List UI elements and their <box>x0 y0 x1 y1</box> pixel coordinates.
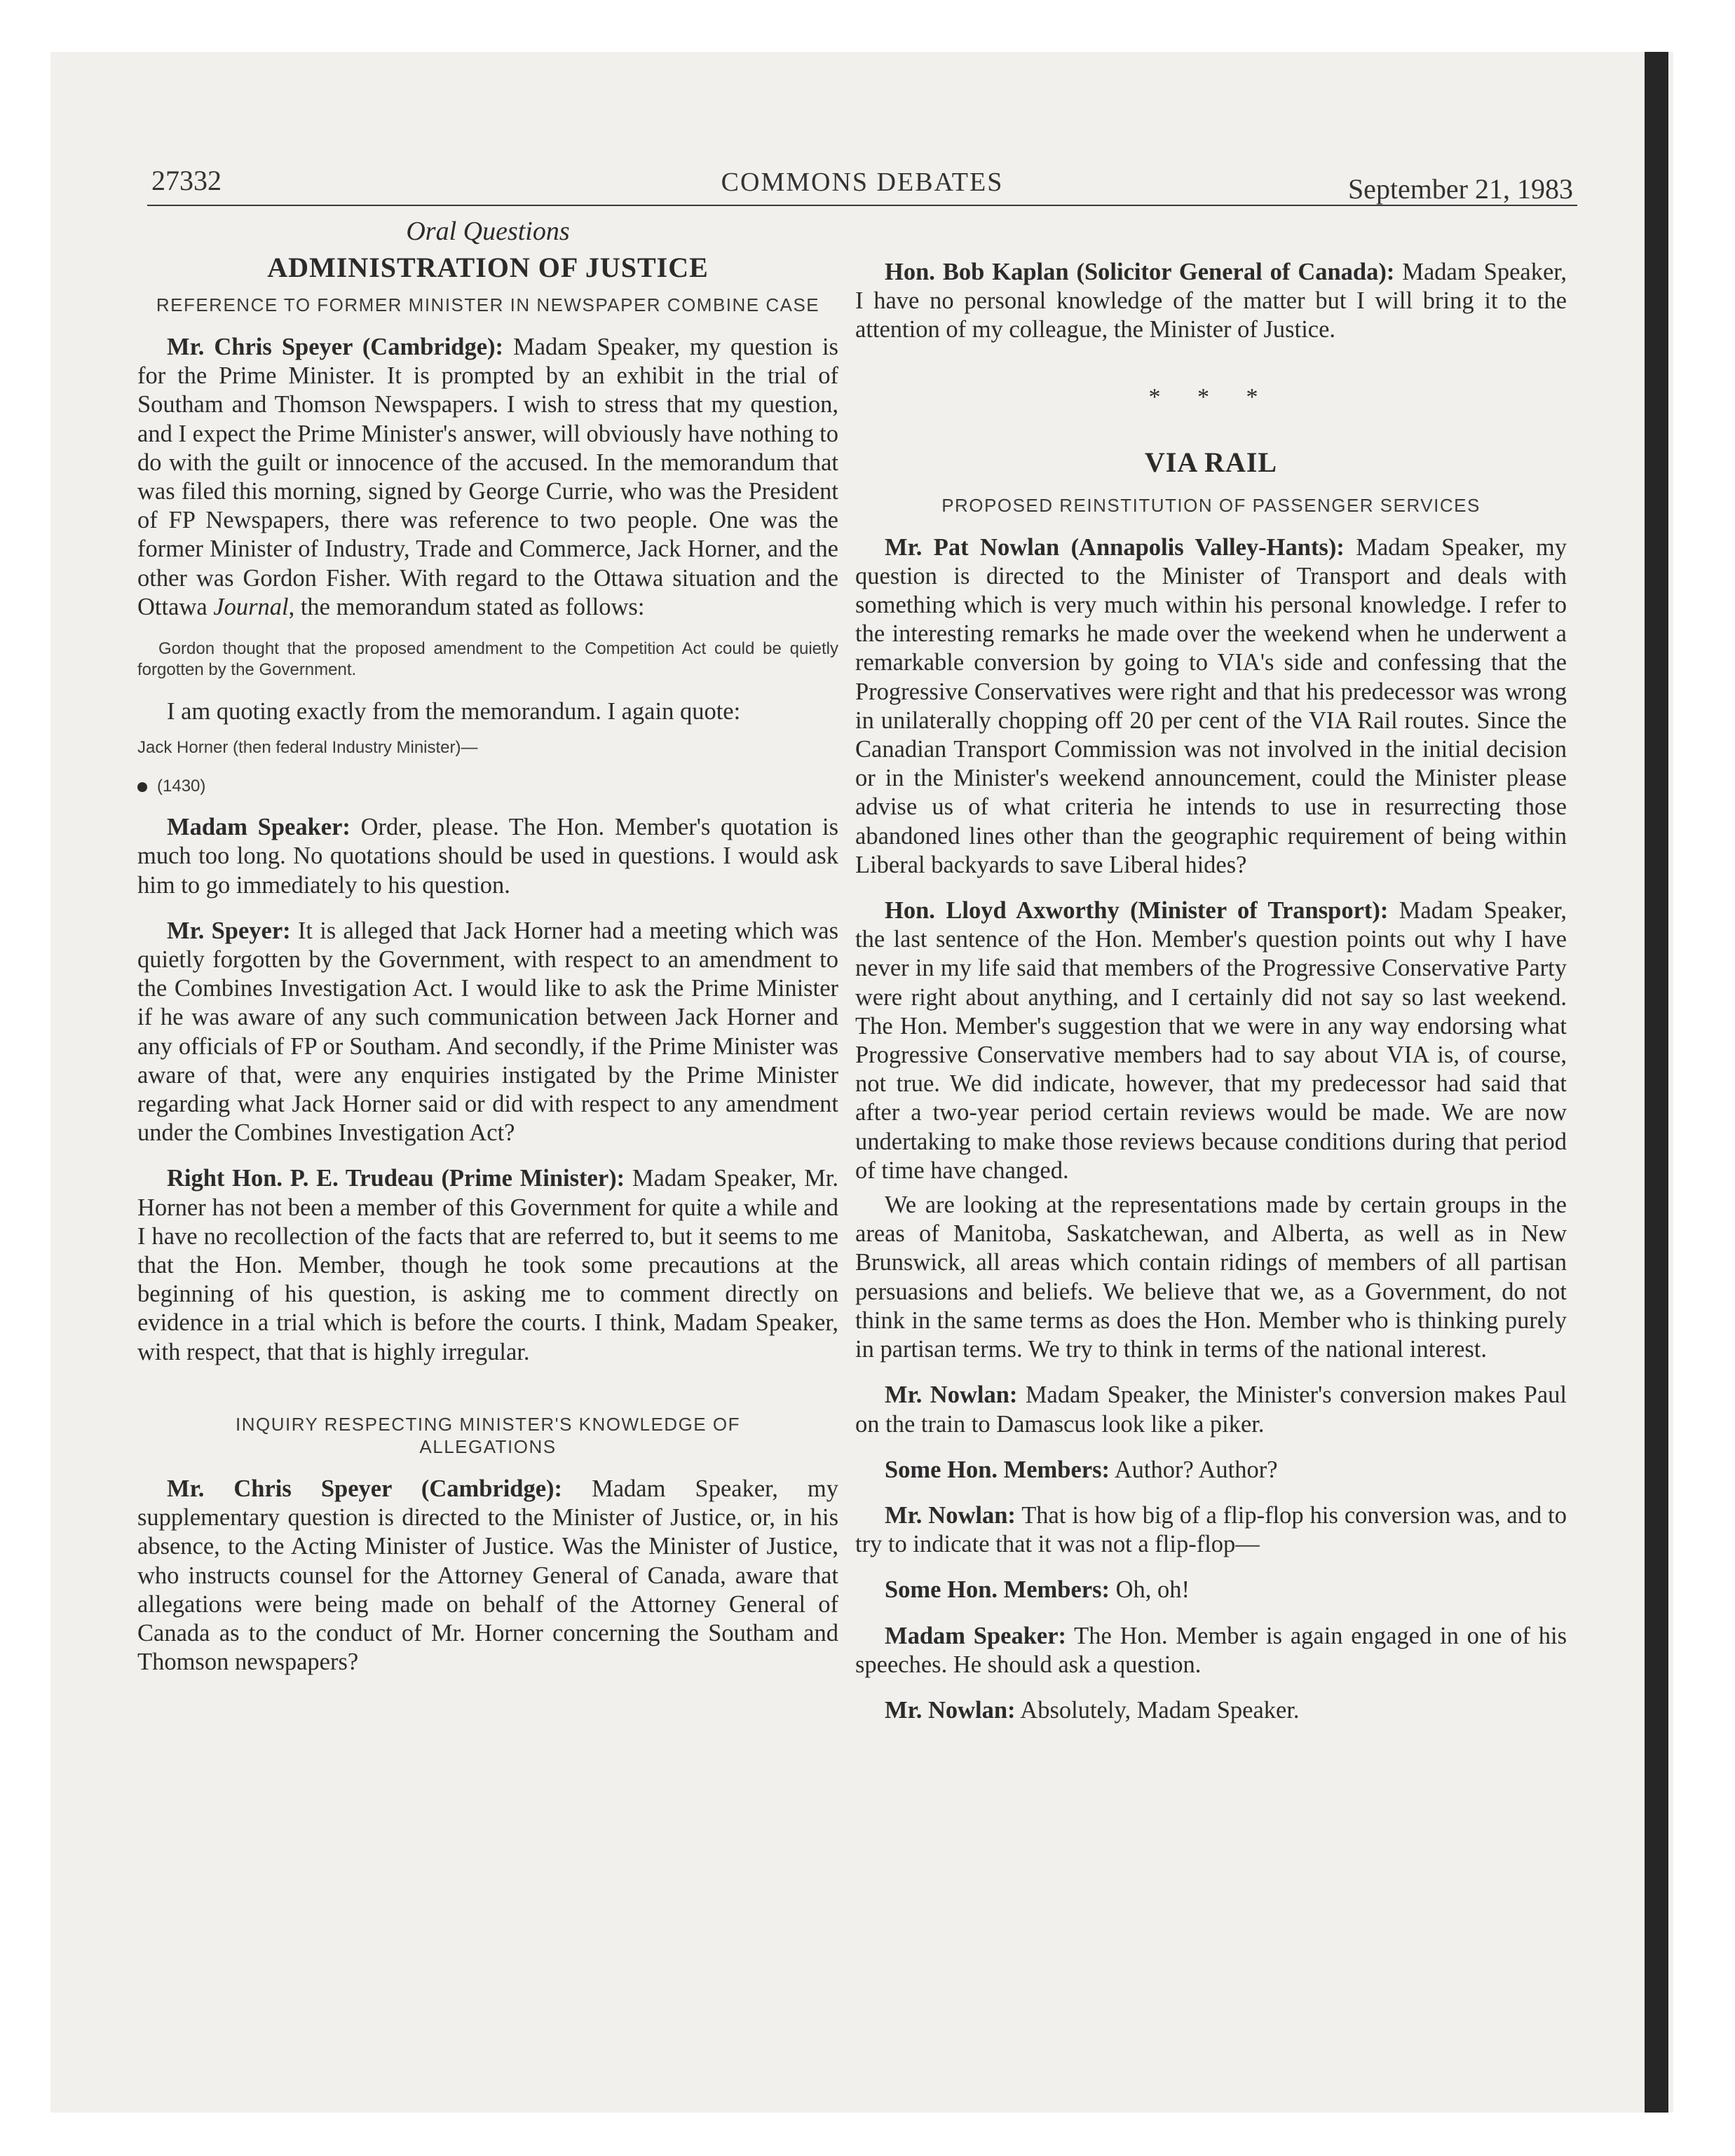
speaker-name: Mr. Chris Speyer (Cambridge): <box>167 334 504 360</box>
subheading: PROPOSED REINSTITUTION OF PASSENGER SERVICES <box>941 494 1481 516</box>
block-quote: Gordon thought that the proposed amendment to the Competition Act could be quietly forgotten by the Government. <box>137 639 838 680</box>
subheading: INQUIRY RESPECTING MINISTER'S KNOWLEDGE OF ALLEGATIONS <box>236 1413 740 1457</box>
speaker-name: Some Hon. Members: <box>885 1456 1110 1483</box>
subheading: REFERENCE TO FORMER MINISTER IN NEWSPAPER COMBINE CASE <box>156 294 820 315</box>
speaker-name: Mr. Nowlan: <box>885 1501 1016 1529</box>
speech-text: Madam Speaker, my supplementary question is directed to the Minister of Justice, or, in his absence, to the Acting Minister of Justice. Was the Minister of Justice, who instructs counsel for the Attorney General of Canada, aware that allegations were being made on behalf of the Attorney General of Canada as to the conduct of Mr. Horner concerning the Southam and Thomson newspapers? <box>137 1475 838 1676</box>
speech-paragraph <box>855 896 1567 1185</box>
speaker-name: Hon. Bob Kaplan (Solicitor General of Canada): <box>885 259 1395 285</box>
speaker-name: Some Hon. Members: <box>885 1576 1110 1604</box>
header-date: September 21, 1983 <box>1347 173 1573 205</box>
speech-text: Madam Speaker, the Minister's conversion makes Paul on the train to Damascus look like a piker. <box>855 1381 1567 1438</box>
speaker-name: Mr. Nowlan: <box>885 1696 1016 1724</box>
speaker-name: Mr. Pat Nowlan (Annapolis Valley-Hants): <box>885 533 1345 561</box>
right-column <box>855 258 1567 1725</box>
speech-paragraph <box>137 1475 838 1677</box>
speech-paragraph <box>137 917 838 1148</box>
speech-paragraph <box>855 1501 1567 1559</box>
speech-text: Madam Speaker, I have no personal knowledge of the matter but I will bring it to the attention of my colleague, the Minister of Justice. <box>855 259 1567 343</box>
speech-text: Absolutely, Madam Speaker. <box>1015 1696 1300 1724</box>
block-quote: Jack Horner (then federal Industry Minister)— <box>137 738 478 758</box>
section-heading: ADMINISTRATION OF JUSTICE <box>267 252 709 283</box>
page-number: 27332 <box>151 165 222 196</box>
speech-text: Author? Author? <box>1109 1456 1278 1483</box>
speech-text: Madam Speaker, Mr. Horner has not been a member of this Government for quite a while and I have no recollection of the facts that are referred to, but it seems to me that the Hon. Member, though he took some precautions at the beginning of his question, is asking me to comment directly on evidence in a trial which is before the courts. I think, Madam Speaker, with respect, that that is highly irregular. <box>137 1165 838 1365</box>
speech-text: Madam Speaker, my question is directed to the Minister of Transport and deals with something which is very much within his personal knowledge. I refer to the interesting remarks he made over the weekend when he underwent a remarkable conversion by going to VIA's side and confessing that the Progressive Conservatives were right and that his predecessor was wrong in unilaterally chopping off 20 per cent of the VIA Rail routes. Since the Canadian Transport Commission was not involved in the initial decision or in the Minister's weekend announcement, could the Minister please advise us of what criteria he intends to use in resurrecting those abandoned lines other than the geographic requirement of being within Liberal backyards to save Liberal hides? <box>855 533 1567 878</box>
speech-text: It is alleged that Jack Horner had a meeting which was quietly forgotten by the Government, with respect to an amendment to the Combines Investigation Act. I would like to ask the Prime Minister if he was aware of any such communication between Jack Horner and any officials of FP or Southam. And secondly, if the Prime Minister was aware of that, were any enquiries instigated by the Prime Minister regarding what Jack Horner said or did with respect to any amendment under the Combines Investigation Act? <box>137 917 838 1147</box>
scan-edge-bar <box>1645 52 1668 2113</box>
speech-paragraph <box>137 813 838 900</box>
speaker-name: Hon. Lloyd Axworthy (Minister of Transport): <box>885 897 1389 925</box>
speech-paragraph <box>855 1576 1567 1604</box>
speech-paragraph <box>855 1381 1567 1438</box>
speech-paragraph <box>855 1456 1567 1485</box>
speech-paragraph <box>855 258 1567 345</box>
publication-title: COMMONS DEBATES <box>721 168 1004 197</box>
timestamp: (1430) <box>157 777 206 796</box>
speech-text: Oh, oh! <box>1109 1576 1190 1604</box>
speech-paragraph <box>137 333 838 622</box>
speech-paragraph <box>137 1164 838 1366</box>
speaker-name: Madam Speaker: <box>885 1622 1067 1649</box>
speech-text-end: , the memorandum stated as follows: <box>288 593 645 620</box>
speech-text: That is how big of a flip-flop his conversion was, and to try to indicate that it was not a flip-flop— <box>855 1501 1567 1558</box>
left-column <box>137 210 838 1677</box>
speech-paragraph <box>855 1696 1567 1725</box>
speech-text: The Hon. Member is again engaged in one of his speeches. He should ask a question. <box>855 1622 1567 1678</box>
bullet-icon <box>137 782 147 792</box>
speaker-name: Mr. Nowlan: <box>885 1381 1018 1409</box>
time-marker <box>137 777 838 796</box>
section-heading: VIA RAIL <box>1144 446 1278 478</box>
speech-text: Order, please. The Hon. Member's quotation is much too long. No quotations should be used in questions. I would ask him to go immediately to his question. <box>137 814 838 899</box>
speaker-name: Right Hon. P. E. Trudeau (Prime Minister): <box>167 1165 625 1192</box>
page-header <box>147 161 1577 206</box>
speech-paragraph <box>855 1622 1567 1679</box>
speech-italic: Journal <box>213 593 289 620</box>
speech-paragraph <box>855 533 1567 880</box>
speech-text: Madam Speaker, the last sentence of the Hon. Member's question points out why I have never in my life said that members of the Progressive Conservative Party were right about anything, and I certainly did not say so last weekend. The Hon. Member's suggestion that we were in any way endorsing what Progressive Conservative members had to say about VIA is, of course, not true. We did indicate, however, that my predecessor had said that after a two-year period certain reviews would be made. We are now undertaking to make those reviews because conditions during that period of time have changed. <box>855 897 1567 1184</box>
speech-text: Madam Speaker, my question is for the Prime Minister. It is prompted by an exhibit in the trial of Southam and Thomson Newspapers. I wish to stress that my question, and I expect the Prime Minister's answer, will obviously have nothing to do with the guilt or innocence of the accused. In the memorandum that was filed this morning, signed by George Currie, who was the President of FP Newspapers, there was reference to two people. One was the former Minister of Industry, Trade and Commerce, Jack Horner, and the other was Gordon Fisher. With regard to the Ottawa situation and the Ottawa <box>137 334 838 620</box>
speech-paragraph: I am quoting exactly from the memorandum. I again quote: <box>167 698 741 725</box>
speaker-name: Madam Speaker: <box>167 814 351 841</box>
section-separator: * * * <box>1148 383 1274 410</box>
speaker-name: Mr. Chris Speyer (Cambridge): <box>167 1475 563 1502</box>
section-subject: Oral Questions <box>406 217 570 246</box>
speaker-name: Mr. Speyer: <box>167 917 291 944</box>
speech-paragraph: We are looking at the representations made by certain groups in the areas of Manitoba, Saskatchewan, and Alberta, as well as in New Brunswick, all areas which contain ridings of members of all partisan persuasions and beliefs. We believe that we, as a Government, do not think in the same terms as does the Hon. Member who is thinking purely in partisan terms. We try to think in terms of the national interest. <box>855 1192 1567 1363</box>
